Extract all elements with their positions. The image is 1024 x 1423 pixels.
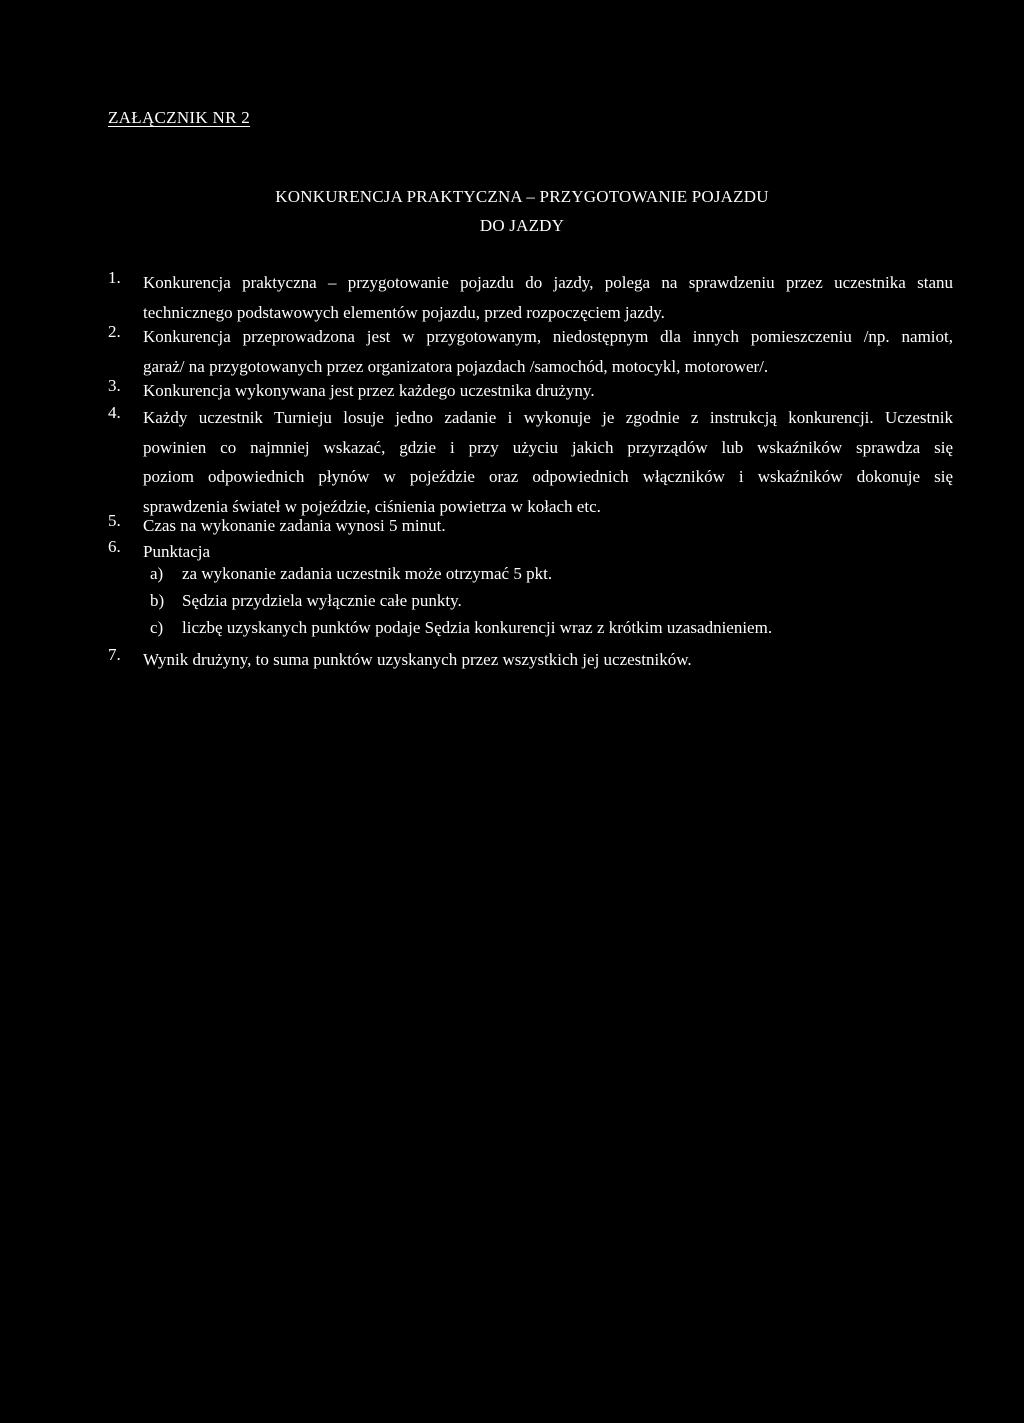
list-item-number: 1. <box>108 268 121 287</box>
sub-item-text: Sędzia przydziela wyłącznie całe punkty. <box>182 591 462 610</box>
text-line: powinien co najmniej wskazać, gdzie i przy użyciu jakich przyrządów lub wskaźników sprawdza się <box>143 437 953 457</box>
text-line: garaż/ na przygotowanych przez organizatora pojazdach /samochód, motocykl, motorower/. <box>143 356 769 376</box>
text-line: Konkurencja praktyczna – przygotowanie pojazdu do jazdy, polega na sprawdzeniu przez uczestnika stanu <box>143 273 953 292</box>
sub-item-label: c) <box>150 618 164 637</box>
sub-item-label: b) <box>150 591 165 610</box>
list-item-number: 3. <box>108 376 121 395</box>
text-line: Wynik drużyny, to suma punktów uzyskanych przez wszystkich jej uczestników. <box>143 650 692 669</box>
document-title-line-1: KONKURENCJA PRAKTYCZNA – PRZYGOTOWANIE POJAZDU <box>275 187 769 206</box>
sub-item-text: liczbę uzyskanych punktów podaje Sędzia konkurencji wraz z krótkim uzasadnieniem. <box>182 618 773 637</box>
list-item-text <box>143 645 953 675</box>
list-item-number: 5. <box>108 511 121 530</box>
text-line: Czas na wykonanie zadania wynosi 5 minut. <box>143 516 446 535</box>
list-item-text <box>143 322 953 381</box>
list-item-number: 2. <box>108 322 121 341</box>
document-title-line-2: DO JAZDY <box>479 216 565 235</box>
text-line: technicznego podstawowych elementów pojazdu, przed rozpoczęciem jazdy. <box>143 302 665 322</box>
list-item-number: 7. <box>108 645 121 664</box>
list-item-number: 6. <box>108 537 121 556</box>
sub-item-label: a) <box>150 564 164 583</box>
list-item-text <box>143 403 953 521</box>
text-line: Każdy uczestnik Turnieju losuje jedno zadanie i wykonuje je zgodnie z instrukcją konkurencji. Uczestnik <box>143 408 953 427</box>
text-line: sprawdzenia świateł w pojeździe, ciśnienia powietrza w kołach etc. <box>143 496 601 516</box>
list-item-text <box>143 268 953 327</box>
list-item-number: 4. <box>108 403 121 422</box>
text-line: Punktacja <box>143 542 211 561</box>
text-line: Konkurencja przeprowadzona jest w przygotowanym, niedostępnym dla innych pomieszczeniu /np. namiot, <box>143 327 953 346</box>
annex-label: ZAŁĄCZNIK NR 2 <box>108 108 251 127</box>
text-line: poziom odpowiednich płynów w pojeździe oraz odpowiednich włączników i wskaźników dokonuje się <box>143 467 953 486</box>
text-line: Konkurencja wykonywana jest przez każdego uczestnika drużyny. <box>143 381 595 400</box>
list-item-text <box>143 376 953 406</box>
sub-item-text: za wykonanie zadania uczestnik może otrzymać 5 pkt. <box>182 564 553 583</box>
list-item-text <box>143 537 953 567</box>
